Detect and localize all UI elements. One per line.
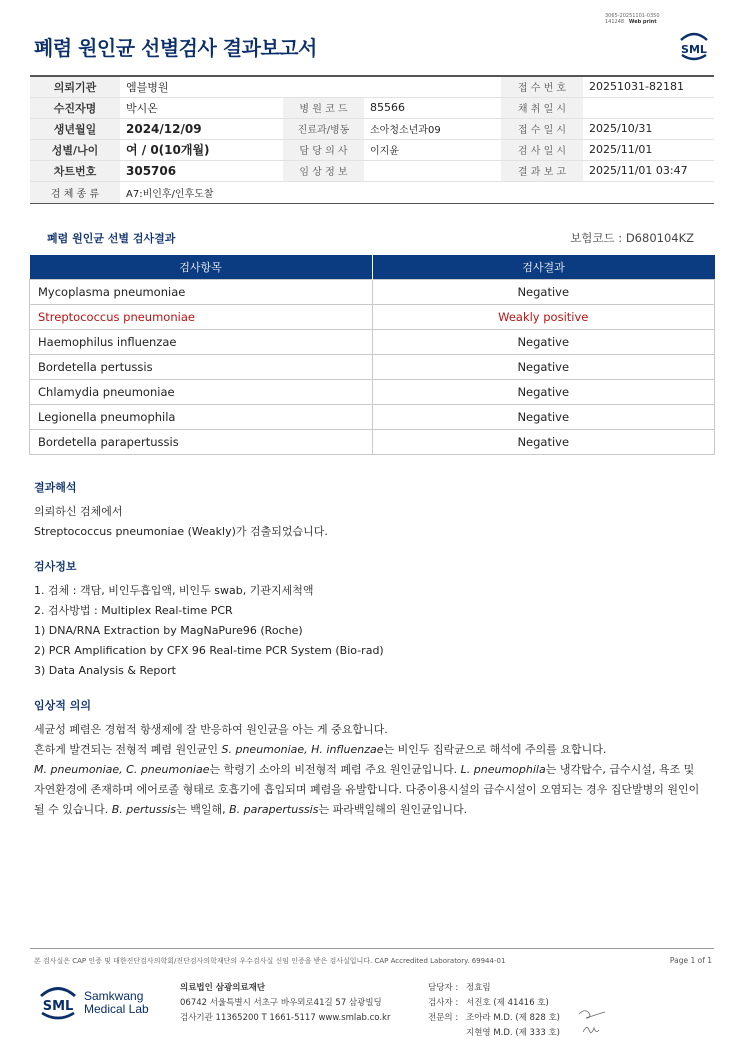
test-info-line: 1. 검체 : 객담, 비인두흡입액, 비인두 swab, 기관지세척액 — [34, 584, 314, 597]
receipt-no-value: 20251031-82181 — [583, 76, 714, 97]
column-header-result: 검사결과 — [372, 255, 714, 279]
certification-note: 본 검사실은 CAP 인증 및 대한진단검사의학회/진단검사의학재단의 우수검사실 신임 인증을 받은 검사실입니다. CAP Accredited Laboratory. 69944-01 — [34, 957, 506, 965]
document-code — [605, 13, 660, 25]
test-info-line: 1) DNA/RNA Extraction by MagNaPure96 (Roche) — [34, 624, 303, 637]
column-header-item: 검사항목 — [30, 255, 373, 279]
interpretation-line: 의뢰하신 검체에서 — [34, 505, 123, 518]
test-item: Bordetella parapertussis — [30, 429, 373, 454]
test-item: Bordetella pertussis — [30, 354, 373, 379]
chart-no-label: 차트번호 — [30, 160, 120, 181]
test-result: Negative — [372, 354, 714, 379]
hospital-code-value: 85566 — [364, 97, 501, 118]
clinical-line: 흔하게 발견되는 전형적 폐렴 원인균인 S. pneumoniae, H. influenzae는 비인두 집락균으로 해석에 주의를 요합니다. — [34, 743, 607, 756]
test-info-title: 검사정보 — [34, 560, 77, 573]
collection-date-label: 채 취 일 시 — [501, 97, 583, 118]
doctor-label: 담 당 의 사 — [283, 139, 364, 160]
patient-info-table — [30, 75, 714, 204]
table-row — [30, 379, 715, 404]
clinical-section — [34, 696, 724, 820]
staff-name: 지현영 M.D. (제 333 호) — [466, 1028, 561, 1038]
doctor-value: 이지윤 — [364, 139, 501, 160]
sex-age-label: 성별/나이 — [30, 139, 120, 160]
results-section-title: 폐렴 원인균 선별 검사결과 — [47, 232, 176, 245]
clinical-title: 임상적 의의 — [34, 699, 91, 712]
clinical-info-label: 임 상 정 보 — [283, 160, 364, 181]
web-print-label: Web print — [628, 19, 657, 25]
lab-name: Samkwang Medical Lab — [84, 989, 149, 1016]
test-date-label: 검 사 일 시 — [501, 139, 583, 160]
test-item: Legionella pneumophila — [30, 404, 373, 429]
table-row — [30, 354, 715, 379]
table-row — [30, 304, 715, 329]
staff-name: 서진호 (제 41416 호) — [466, 998, 549, 1008]
table-row — [30, 429, 715, 454]
patient-label: 수진자명 — [30, 97, 120, 118]
collection-date-value — [583, 97, 714, 118]
clinical-info-value — [364, 160, 501, 181]
interpretation-line: Streptococcus pneumoniae (Weakly)가 검출되었습니다. — [34, 525, 328, 538]
test-result: Weakly positive — [372, 304, 714, 329]
staff-name: 조아라 M.D. (제 828 호) — [466, 1013, 561, 1023]
test-result: Negative — [372, 379, 714, 404]
test-info-line: 3) Data Analysis & Report — [34, 664, 176, 677]
sex-age-value: 여 / 0(10개월) — [120, 139, 283, 160]
results-table — [29, 255, 715, 455]
organization-info — [180, 981, 390, 1026]
signature-icon — [577, 1006, 609, 1038]
test-result: Negative — [372, 279, 714, 304]
page-number: Page 1 of 1 — [669, 956, 712, 965]
receipt-date-label: 접 수 일 시 — [501, 118, 583, 139]
table-row — [30, 404, 715, 429]
receipt-no-label: 접 수 번 호 — [501, 76, 583, 97]
clinical-line: 될 수 있습니다. B. pertussis는 백일해, B. parapertussis는 파라백일해의 원인균입니다. — [34, 803, 468, 816]
org-contact: 검사기관 11365200 T 1661-5117 www.smlab.co.kr — [180, 1013, 391, 1023]
patient-value: 박시온 — [120, 97, 283, 118]
test-item: Streptococcus pneumoniae — [30, 304, 373, 329]
birth-value: 2024/12/09 — [120, 118, 283, 139]
client-value: 엠블병원 — [120, 76, 501, 97]
test-item: Mycoplasma pneumoniae — [30, 279, 373, 304]
receipt-date-value: 2025/10/31 — [583, 118, 714, 139]
test-date-value: 2025/11/01 — [583, 139, 714, 160]
sml-logo-icon — [676, 28, 712, 62]
chart-no-value: 305706 — [120, 160, 283, 181]
hospital-code-label: 병 원 코 드 — [283, 97, 364, 118]
test-result: Negative — [372, 329, 714, 354]
clinical-line: 자연환경에 존재하며 에어로졸 형태로 호흡기에 흡입되며 폐렴을 유발합니다. 다중이용시설의 급수시설이 오염되는 경우 집단발병의 원인이 — [34, 783, 700, 796]
clinical-line: M. pneumoniae, C. pneumoniae는 학령기 소아의 비전형적 폐렴 주요 원인균입니다. L. pneumophila는 냉각탑수, 급수시설, 욕조 및 — [34, 763, 695, 776]
table-row — [30, 279, 715, 304]
test-info-line: 2) PCR Amplification by CFX 96 Real-time PCR System (Bio-rad) — [34, 644, 384, 657]
specimen-value: A7:비인후/인후도찰 — [120, 181, 714, 203]
interpretation-section — [34, 478, 328, 542]
document-code-line2: 141248 — [605, 19, 625, 25]
client-label: 의뢰기관 — [30, 76, 120, 97]
birth-label: 생년월일 — [30, 118, 120, 139]
test-item: Chlamydia pneumoniae — [30, 379, 373, 404]
test-result: Negative — [372, 404, 714, 429]
insurance-code: 보험코드 : D680104KZ — [570, 231, 694, 245]
report-title: 폐렴 원인균 선별검사 결과보고서 — [34, 36, 317, 60]
org-address: 06742 서울특별시 서초구 바우뫼로41길 57 삼광빌딩 — [180, 998, 382, 1008]
document-code-line1: 3065-20251101-0350 — [605, 13, 660, 19]
samkwang-logo-icon — [36, 982, 80, 1022]
test-result: Negative — [372, 429, 714, 454]
interpretation-title: 결과해석 — [34, 481, 77, 494]
specimen-label: 검 체 종 류 — [30, 181, 120, 203]
staff-list: 담당자 : 정효림 검사자 : 서진호 (제 41416 호) 전문의 : 조아라 M.D. (제 828 호) 지현영 M.D. (제 333 호) — [428, 983, 561, 1038]
footer-divider — [30, 948, 714, 949]
clinical-line: 세균성 폐렴은 경험적 항생제에 잘 반응하여 원인균을 아는 게 중요합니다. — [34, 723, 388, 736]
staff-name: 정효림 — [466, 983, 491, 993]
report-date-label: 결 과 보 고 — [501, 160, 583, 181]
dept-label: 진료과/병동 — [283, 118, 364, 139]
test-info-section — [34, 557, 384, 681]
test-item: Haemophilus influenzae — [30, 329, 373, 354]
logo-text: SML — [681, 43, 707, 56]
report-date-value: 2025/11/01 03:47 — [583, 160, 714, 181]
test-info-line: 2. 검사방법 : Multiplex Real-time PCR — [34, 604, 233, 617]
dept-value: 소아청소년과09 — [364, 118, 501, 139]
svg-text:SML: SML — [42, 999, 74, 1014]
org-name: 의료법인 삼광의료재단 — [180, 983, 266, 993]
table-row — [30, 329, 715, 354]
